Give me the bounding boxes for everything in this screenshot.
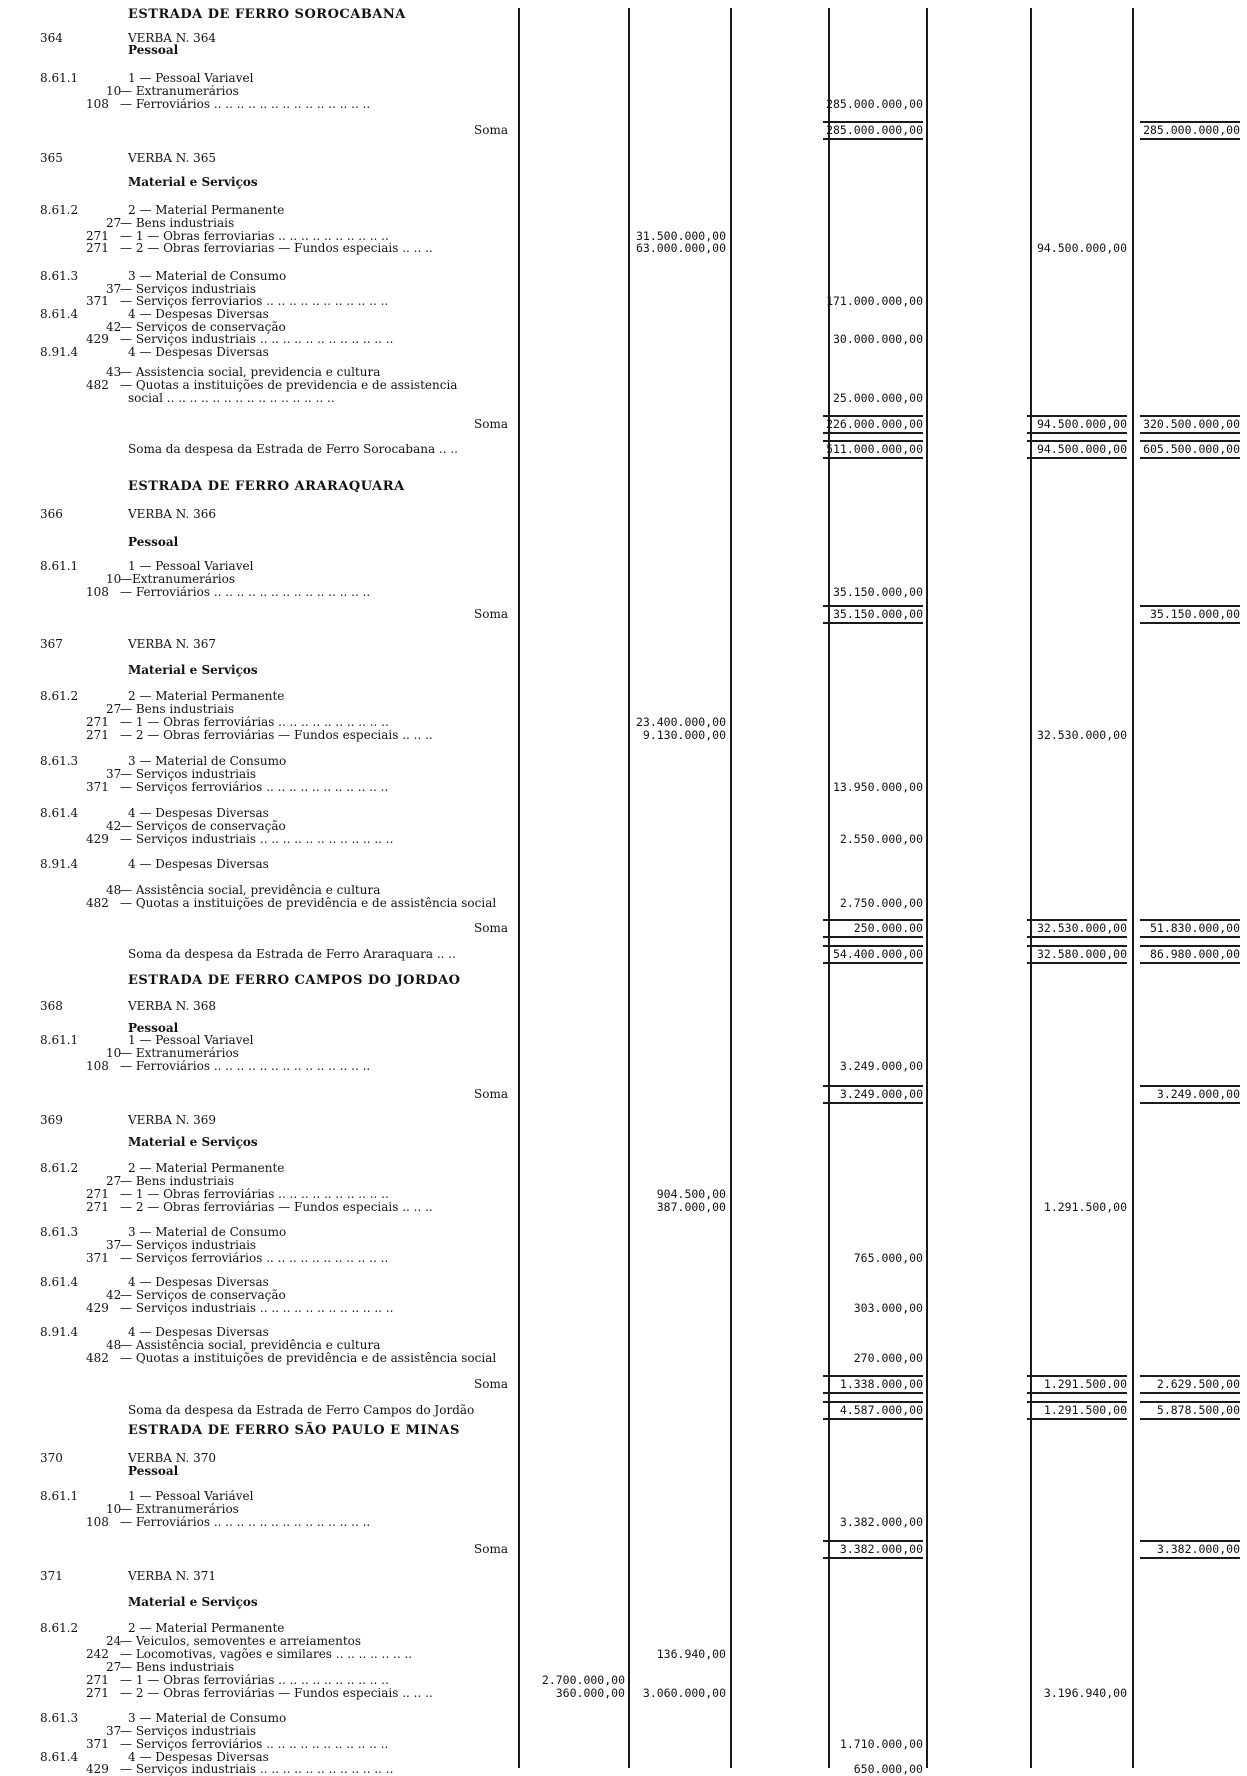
item-code: 48 xyxy=(106,883,122,897)
verba-title: VERBA N. 370 xyxy=(128,1451,217,1465)
amount-c3: 511.000.000,00 xyxy=(826,442,923,456)
verba-number: 370 xyxy=(40,1451,63,1465)
classification-code: 8.61.2 xyxy=(40,689,79,703)
item-text: — Serviços industriais .. .. .. .. .. .. .. .. .. .. .. .. xyxy=(120,833,394,846)
amount-c3: 35.150.000,00 xyxy=(832,607,923,621)
verba-title: VERBA N. 367 xyxy=(128,637,217,651)
item-code: 271 xyxy=(86,728,109,742)
total-label: Soma da despesa da Estrada de Ferro Sorocabana .. .. xyxy=(128,442,458,456)
item-text: — Bens industriais xyxy=(120,1661,235,1674)
item-text: — Serviços ferroviários .. .. .. .. .. .. .. .. .. .. .. xyxy=(120,781,389,794)
item-text: — Quotas a instituições de previdência e de assistência social xyxy=(120,1352,497,1365)
total-rule xyxy=(1140,1375,1240,1377)
item-text: — Assistência social, previdência e cultura xyxy=(120,1339,381,1352)
item-text: 3 — Material de Consumo xyxy=(128,754,287,768)
item-code: 429 xyxy=(86,332,109,346)
total-rule xyxy=(823,962,923,964)
total-rule xyxy=(823,415,923,417)
verba-number: 365 xyxy=(40,151,63,165)
amount-c3: 3.249.000,00 xyxy=(839,1087,923,1101)
total-rule xyxy=(1027,945,1127,947)
classification-code: 8.61.4 xyxy=(40,307,79,321)
amount-c5: 5.878.500,00 xyxy=(1156,1403,1240,1417)
amount-c3: 3.249.000,00 xyxy=(839,1059,923,1073)
item-text: — Quotas a instituições de previdência e de assistência social xyxy=(120,897,497,910)
item-text: 1 — Pessoal Variavel xyxy=(128,559,254,573)
amount-c4: 32.580.000,00 xyxy=(1036,947,1127,961)
total-rule xyxy=(823,1540,923,1542)
classification-code: 8.91.4 xyxy=(40,1325,79,1339)
amount-c1: 360.000,00 xyxy=(555,1686,625,1700)
item-text: — Serviços industriais .. .. .. .. .. .. .. .. .. .. .. .. xyxy=(120,1302,394,1315)
amount-c4: 32.530.000,00 xyxy=(1036,921,1127,935)
amount-c4: 94.500.000,00 xyxy=(1036,442,1127,456)
subheading: Pessoal xyxy=(128,1021,179,1035)
amount-c3: 285.000.000,00 xyxy=(826,123,923,137)
item-text: — Extranumerários xyxy=(120,1503,239,1516)
total-rule xyxy=(1027,432,1127,434)
verba-title: VERBA N. 368 xyxy=(128,999,217,1013)
item-text: 4 — Despesas Diversas xyxy=(128,806,269,820)
item-text: — Serviços industriais xyxy=(120,1239,257,1252)
item-text: — 1 — Obras ferroviárias .. .. .. .. .. .. .. .. .. .. xyxy=(120,1674,389,1687)
verba-number: 364 xyxy=(40,31,63,45)
total-rule xyxy=(823,919,923,921)
item-text: — 1 — Obras ferroviárias .. .. .. .. .. .. .. .. .. .. xyxy=(120,1188,389,1201)
amount-c2: 63.000.000,00 xyxy=(635,241,726,255)
item-text: 1 — Pessoal Variável xyxy=(128,1489,254,1503)
item-code: 27 xyxy=(106,1174,122,1188)
column-divider-5 xyxy=(926,8,928,1768)
item-code: 271 xyxy=(86,241,109,255)
item-code: 10 xyxy=(106,84,122,98)
classification-code: 8.61.4 xyxy=(40,806,79,820)
total-rule xyxy=(1027,1401,1127,1403)
item-code: 24 xyxy=(106,1634,122,1648)
item-code: 371 xyxy=(86,1737,109,1751)
amount-c3: 3.382.000,00 xyxy=(839,1515,923,1529)
item-code: 108 xyxy=(86,1059,109,1073)
item-text: — 2 — Obras ferroviárias — Fundos especiais .. .. .. xyxy=(120,1201,433,1214)
total-rule xyxy=(1140,1401,1240,1403)
item-text: — Assistencia social, previdencia e cultura xyxy=(120,366,381,379)
item-code: 48 xyxy=(106,1338,122,1352)
item-text: 4 — Despesas Diversas xyxy=(128,1275,269,1289)
item-code: 108 xyxy=(86,585,109,599)
amount-c3: 54.400.000,00 xyxy=(832,947,923,961)
item-text: — 1 — Obras ferroviarias .. .. .. .. .. .. .. .. .. .. xyxy=(120,230,389,243)
amount-c3: 30.000.000,00 xyxy=(832,332,923,346)
classification-code: 8.91.4 xyxy=(40,345,79,359)
total-rule xyxy=(1140,1102,1240,1104)
item-code: 37 xyxy=(106,282,122,296)
item-text: — Veiculos, semoventes e arreiamentos xyxy=(120,1635,362,1648)
total-rule xyxy=(1140,440,1240,442)
item-text: — Extranumerários xyxy=(120,85,239,98)
item-text: — Serviços industriais xyxy=(120,1725,257,1738)
amount-c3: 2.550.000,00 xyxy=(839,832,923,846)
item-text: — 2 — Obras ferroviárias — Fundos especiais .. .. .. xyxy=(120,1687,433,1700)
amount-c2: 23.400.000,00 xyxy=(635,715,726,729)
subheading: Pessoal xyxy=(128,1464,179,1478)
verba-number: 371 xyxy=(40,1569,63,1583)
total-rule xyxy=(823,1418,923,1420)
item-code: 271 xyxy=(86,229,109,243)
total-label: Soma da despesa da Estrada de Ferro Campos do Jordão xyxy=(128,1403,475,1417)
item-code: 37 xyxy=(106,1238,122,1252)
item-code: 371 xyxy=(86,1251,109,1265)
item-text: 1 — Pessoal Variavel xyxy=(128,1033,254,1047)
item-code: 10 xyxy=(106,1502,122,1516)
total-rule xyxy=(1140,121,1240,123)
item-text: social .. .. .. .. .. .. .. .. .. .. .. .. .. .. .. xyxy=(128,392,335,405)
amount-c4: 1.291.500.00 xyxy=(1043,1377,1127,1391)
total-rule xyxy=(823,432,923,434)
amount-c3: 765.000,00 xyxy=(853,1251,923,1265)
subheading: Pessoal xyxy=(128,43,179,57)
item-code: 482 xyxy=(86,896,109,910)
verba-number: 368 xyxy=(40,999,63,1013)
classification-code: 8.91.4 xyxy=(40,857,79,871)
classification-code: 8.61.1 xyxy=(40,1033,79,1047)
amount-c2: 904.500,00 xyxy=(656,1187,726,1201)
verba-title: VERBA N. 365 xyxy=(128,151,217,165)
item-text: 4 — Despesas Diversas xyxy=(128,1325,269,1339)
total-rule xyxy=(1140,457,1240,459)
classification-code: 8.61.4 xyxy=(40,1750,79,1764)
section-heading: ESTRADA DE FERRO ARARAQUARA xyxy=(128,479,405,494)
classification-code: 8.61.1 xyxy=(40,559,79,573)
amount-c3: 171.000.000,00 xyxy=(826,294,923,308)
item-text: — Extranumerários xyxy=(120,1047,239,1060)
item-text: — Serviços de conservação xyxy=(120,1289,286,1302)
total-rule xyxy=(1027,936,1127,938)
amount-c4: 1.291.500,00 xyxy=(1043,1200,1127,1214)
amount-c3: 4.587.000,00 xyxy=(839,1403,923,1417)
item-code: 108 xyxy=(86,1515,109,1529)
item-text: — Assistência social, previdência e cultura xyxy=(120,884,381,897)
item-text: 4 — Despesas Diversas xyxy=(128,1750,269,1764)
section-heading: ESTRADA DE FERRO SÃO PAULO E MINAS xyxy=(128,1423,460,1438)
amount-c3: 1.338.000,00 xyxy=(839,1377,923,1391)
total-rule xyxy=(1140,415,1240,417)
total-rule xyxy=(823,1401,923,1403)
total-rule xyxy=(823,936,923,938)
total-rule xyxy=(1140,138,1240,140)
total-rule xyxy=(823,138,923,140)
verba-title: VERBA N. 364 xyxy=(128,31,217,45)
total-rule xyxy=(1140,1418,1240,1420)
item-text: — 2 — Obras ferroviarias — Fundos especiais .. .. .. xyxy=(120,242,433,255)
item-code: 371 xyxy=(86,780,109,794)
total-rule xyxy=(1140,962,1240,964)
item-text: 3 — Material de Consumo xyxy=(128,1711,287,1725)
classification-code: 8.61.4 xyxy=(40,1275,79,1289)
total-rule xyxy=(1140,1540,1240,1542)
amount-c4: 1.291.500,00 xyxy=(1043,1403,1127,1417)
item-code: 271 xyxy=(86,1686,109,1700)
soma-label: Soma xyxy=(474,417,508,431)
item-text: — Serviços ferroviarios .. .. .. .. .. .. .. .. .. .. .. xyxy=(120,295,389,308)
item-text: — Locomotivas, vagões e similares .. .. .. .. .. .. .. xyxy=(120,1648,413,1661)
item-text: — Ferroviários .. .. .. .. .. .. .. .. .. .. .. .. .. .. xyxy=(120,586,371,599)
amount-c4: 3.196.940,00 xyxy=(1043,1686,1127,1700)
total-rule xyxy=(823,1375,923,1377)
total-rule xyxy=(1027,415,1127,417)
classification-code: 8.61.3 xyxy=(40,269,79,283)
amount-c2: 9.130.000,00 xyxy=(642,728,726,742)
item-code: 271 xyxy=(86,1187,109,1201)
total-rule xyxy=(1027,1392,1127,1394)
amount-c5: 3.382.000,00 xyxy=(1156,1542,1240,1556)
total-rule xyxy=(823,1102,923,1104)
item-code: 271 xyxy=(86,1673,109,1687)
column-divider-1 xyxy=(518,8,520,1768)
total-rule xyxy=(1140,1085,1240,1087)
item-code: 37 xyxy=(106,767,122,781)
item-text: 4 — Despesas Diversas xyxy=(128,857,269,871)
item-code: 108 xyxy=(86,97,109,111)
item-text: — Serviços industriais .. .. .. .. .. .. .. .. .. .. .. .. xyxy=(120,1763,394,1776)
verba-number: 366 xyxy=(40,507,63,521)
soma-label: Soma xyxy=(474,123,508,137)
item-text: 3 — Material de Consumo xyxy=(128,1225,287,1239)
item-code: 27 xyxy=(106,1660,122,1674)
amount-c2: 387.000,00 xyxy=(656,1200,726,1214)
amount-c2: 136.940,00 xyxy=(656,1647,726,1661)
classification-code: 8.61.3 xyxy=(40,1711,79,1725)
total-rule xyxy=(1140,919,1240,921)
item-text: — Bens industriais xyxy=(120,217,235,230)
total-rule xyxy=(1027,440,1127,442)
item-text: — Serviços ferroviários .. .. .. .. .. .. .. .. .. .. .. xyxy=(120,1252,389,1265)
amount-c3: 270.000,00 xyxy=(853,1351,923,1365)
classification-code: 8.61.1 xyxy=(40,1489,79,1503)
classification-code: 8.61.3 xyxy=(40,1225,79,1239)
total-rule xyxy=(1140,1557,1240,1559)
soma-label: Soma xyxy=(474,1377,508,1391)
amount-c3: 226.000.000,00 xyxy=(826,417,923,431)
column-divider-4 xyxy=(828,8,830,1768)
item-text: — Bens industriais xyxy=(120,703,235,716)
item-text: — Ferroviários .. .. .. .. .. .. .. .. .. .. .. .. .. .. xyxy=(120,1060,371,1073)
total-rule xyxy=(823,440,923,442)
verba-number: 367 xyxy=(40,637,63,651)
amount-c5: 285.000.000,00 xyxy=(1143,123,1240,137)
item-code: 42 xyxy=(106,320,122,334)
total-rule xyxy=(1027,1375,1127,1377)
subheading: Material e Serviços xyxy=(128,1135,258,1149)
total-rule xyxy=(823,622,923,624)
total-rule xyxy=(1140,432,1240,434)
item-code: 10 xyxy=(106,572,122,586)
classification-code: 8.61.2 xyxy=(40,1621,79,1635)
item-text: 2 — Material Permanente xyxy=(128,689,285,703)
item-code: 429 xyxy=(86,832,109,846)
item-text: — Ferroviários .. .. .. .. .. .. .. .. .. .. .. .. .. .. xyxy=(120,1516,371,1529)
total-rule xyxy=(823,457,923,459)
item-code: 37 xyxy=(106,1724,122,1738)
classification-code: 8.61.3 xyxy=(40,754,79,768)
item-text: —Extranumerários xyxy=(120,573,236,586)
amount-c5: 86.980.000,00 xyxy=(1149,947,1240,961)
soma-label: Soma xyxy=(474,1542,508,1556)
item-code: 271 xyxy=(86,1200,109,1214)
subheading: Material e Serviços xyxy=(128,663,258,677)
soma-label: Soma xyxy=(474,607,508,621)
item-text: — Bens industriais xyxy=(120,1175,235,1188)
item-text: — Serviços industriais xyxy=(120,283,257,296)
amount-c3: 13.950.000,00 xyxy=(832,780,923,794)
amount-c1: 2.700.000,00 xyxy=(541,1673,625,1687)
column-divider-6 xyxy=(1030,8,1032,1768)
classification-code: 8.61.2 xyxy=(40,1161,79,1175)
total-rule xyxy=(1027,457,1127,459)
item-text: — 1 — Obras ferroviárias .. .. .. .. .. .. .. .. .. .. xyxy=(120,716,389,729)
total-rule xyxy=(1027,919,1127,921)
amount-c5: 320.500.000,00 xyxy=(1143,417,1240,431)
item-text: 2 — Material Permanente xyxy=(128,203,285,217)
amount-c5: 35.150.000,00 xyxy=(1149,607,1240,621)
soma-label: Soma xyxy=(474,921,508,935)
total-rule xyxy=(1140,936,1240,938)
item-text: — Ferroviários .. .. .. .. .. .. .. .. .. .. .. .. .. .. xyxy=(120,98,371,111)
verba-title: VERBA N. 366 xyxy=(128,507,217,521)
column-divider-3 xyxy=(730,8,732,1768)
column-divider-2 xyxy=(628,8,630,1768)
amount-c5: 2.629.500,00 xyxy=(1156,1377,1240,1391)
item-text: 4 — Despesas Diversas xyxy=(128,345,269,359)
amount-c2: 31.500.000,00 xyxy=(635,229,726,243)
item-code: 42 xyxy=(106,819,122,833)
amount-c4: 94.500.000,00 xyxy=(1036,417,1127,431)
item-code: 429 xyxy=(86,1301,109,1315)
item-text: — Serviços de conservação xyxy=(120,321,286,334)
amount-c2: 3.060.000,00 xyxy=(642,1686,726,1700)
subheading: Material e Serviços xyxy=(128,1595,258,1609)
total-rule xyxy=(823,1085,923,1087)
item-code: 27 xyxy=(106,702,122,716)
item-text: — Serviços industriais .. .. .. .. .. .. .. .. .. .. .. .. xyxy=(120,333,394,346)
total-rule xyxy=(1140,1392,1240,1394)
item-text: — Serviços ferroviários .. .. .. .. .. .. .. .. .. .. .. xyxy=(120,1738,389,1751)
item-code: 242 xyxy=(86,1647,109,1661)
total-rule xyxy=(823,1557,923,1559)
total-rule xyxy=(1140,605,1240,607)
amount-c3: 35.150.000,00 xyxy=(832,585,923,599)
amount-c5: 605.500.000,00 xyxy=(1143,442,1240,456)
amount-c3: 650.000,00 xyxy=(853,1762,923,1776)
total-rule xyxy=(1140,945,1240,947)
soma-label: Soma xyxy=(474,1087,508,1101)
classification-code: 8.61.1 xyxy=(40,71,79,85)
total-rule xyxy=(823,605,923,607)
classification-code: 8.61.2 xyxy=(40,203,79,217)
total-rule xyxy=(823,1392,923,1394)
verba-title: VERBA N. 369 xyxy=(128,1113,217,1127)
item-text: 3 — Material de Consumo xyxy=(128,269,287,283)
item-code: 482 xyxy=(86,378,109,392)
amount-c3: 1.710.000,00 xyxy=(839,1737,923,1751)
amount-c5: 51.830.000,00 xyxy=(1149,921,1240,935)
item-text: 4 — Despesas Diversas xyxy=(128,307,269,321)
item-code: 43 xyxy=(106,365,122,379)
subheading: Material e Serviços xyxy=(128,175,258,189)
amount-c3: 2.750.000,00 xyxy=(839,896,923,910)
item-text: 1 — Pessoal Variavel xyxy=(128,71,254,85)
amount-c3: 25.000.000,00 xyxy=(832,391,923,405)
item-text: — 2 — Obras ferroviárias — Fundos especiais .. .. .. xyxy=(120,729,433,742)
total-rule xyxy=(823,945,923,947)
amount-c3: 285.000.000,00 xyxy=(826,97,923,111)
item-text: 2 — Material Permanente xyxy=(128,1621,285,1635)
amount-c4: 32.530.000,00 xyxy=(1036,728,1127,742)
total-rule xyxy=(1140,622,1240,624)
item-text: — Serviços de conservação xyxy=(120,820,286,833)
item-code: 429 xyxy=(86,1762,109,1776)
verba-number: 369 xyxy=(40,1113,63,1127)
item-code: 482 xyxy=(86,1351,109,1365)
item-code: 42 xyxy=(106,1288,122,1302)
section-heading: ESTRADA DE FERRO CAMPOS DO JORDAO xyxy=(128,973,461,988)
amount-c3: 250.000.00 xyxy=(853,921,923,935)
amount-c5: 3.249.000,00 xyxy=(1156,1087,1240,1101)
subheading: Pessoal xyxy=(128,535,179,549)
item-code: 371 xyxy=(86,294,109,308)
total-label: Soma da despesa da Estrada de Ferro Araraquara .. .. xyxy=(128,947,456,961)
item-code: 27 xyxy=(106,216,122,230)
amount-c3: 3.382.000,00 xyxy=(839,1542,923,1556)
total-rule xyxy=(1027,962,1127,964)
item-code: 10 xyxy=(106,1046,122,1060)
column-divider-7 xyxy=(1132,8,1134,1768)
amount-c3: 303.000,00 xyxy=(853,1301,923,1315)
section-heading: ESTRADA DE FERRO SOROCABANA xyxy=(128,7,406,22)
item-code: 271 xyxy=(86,715,109,729)
total-rule xyxy=(1027,1418,1127,1420)
verba-title: VERBA N. 371 xyxy=(128,1569,217,1583)
total-rule xyxy=(823,121,923,123)
item-text: — Serviços industriais xyxy=(120,768,257,781)
amount-c4: 94.500.000,00 xyxy=(1036,241,1127,255)
item-text: — Quotas a instituições de previdencia e de assistencia xyxy=(120,379,458,392)
item-text: 2 — Material Permanente xyxy=(128,1161,285,1175)
